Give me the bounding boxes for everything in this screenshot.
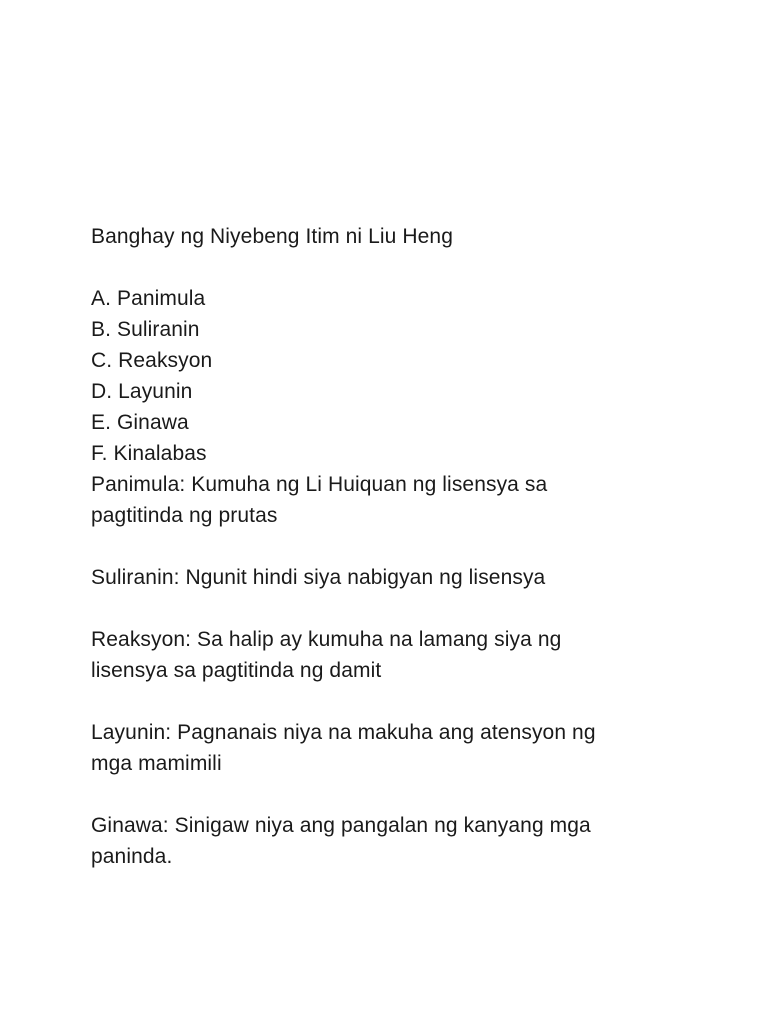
spacer <box>91 252 691 283</box>
outline-item-b: B. Suliranin <box>91 318 200 341</box>
spacer <box>91 686 691 717</box>
suliranin-paragraph-line-1: Suliranin: Ngunit hindi siya nabigyan ng lisensya <box>91 566 546 589</box>
spacer <box>91 779 691 810</box>
spacer <box>91 531 691 562</box>
document-title: Banghay ng Niyebeng Itim ni Liu Heng <box>91 225 453 248</box>
panimula-paragraph-line-1: Panimula: Kumuha ng Li Huiquan ng lisensya sa <box>91 473 548 496</box>
layunin-paragraph-line-2: mga mamimili <box>91 752 222 775</box>
outline-item-e: E. Ginawa <box>91 411 189 434</box>
layunin-paragraph-line-1: Layunin: Pagnanais niya na makuha ang atensyon ng <box>91 721 596 744</box>
outline-item-d: D. Layunin <box>91 380 193 403</box>
panimula-paragraph-line-2: pagtitinda ng prutas <box>91 504 278 527</box>
ginawa-paragraph-line-2: paninda. <box>91 845 173 868</box>
reaksyon-paragraph-line-1: Reaksyon: Sa halip ay kumuha na lamang siya ng <box>91 628 562 651</box>
spacer <box>91 593 691 624</box>
reaksyon-paragraph-line-2: lisensya sa pagtitinda ng damit <box>91 659 382 682</box>
outline-item-f: F. Kinalabas <box>91 442 207 465</box>
outline-item-c: C. Reaksyon <box>91 349 213 372</box>
ginawa-paragraph-line-1: Ginawa: Sinigaw niya ang pangalan ng kanyang mga <box>91 814 591 837</box>
outline-item-a: A. Panimula <box>91 287 206 310</box>
document-body <box>91 221 691 872</box>
